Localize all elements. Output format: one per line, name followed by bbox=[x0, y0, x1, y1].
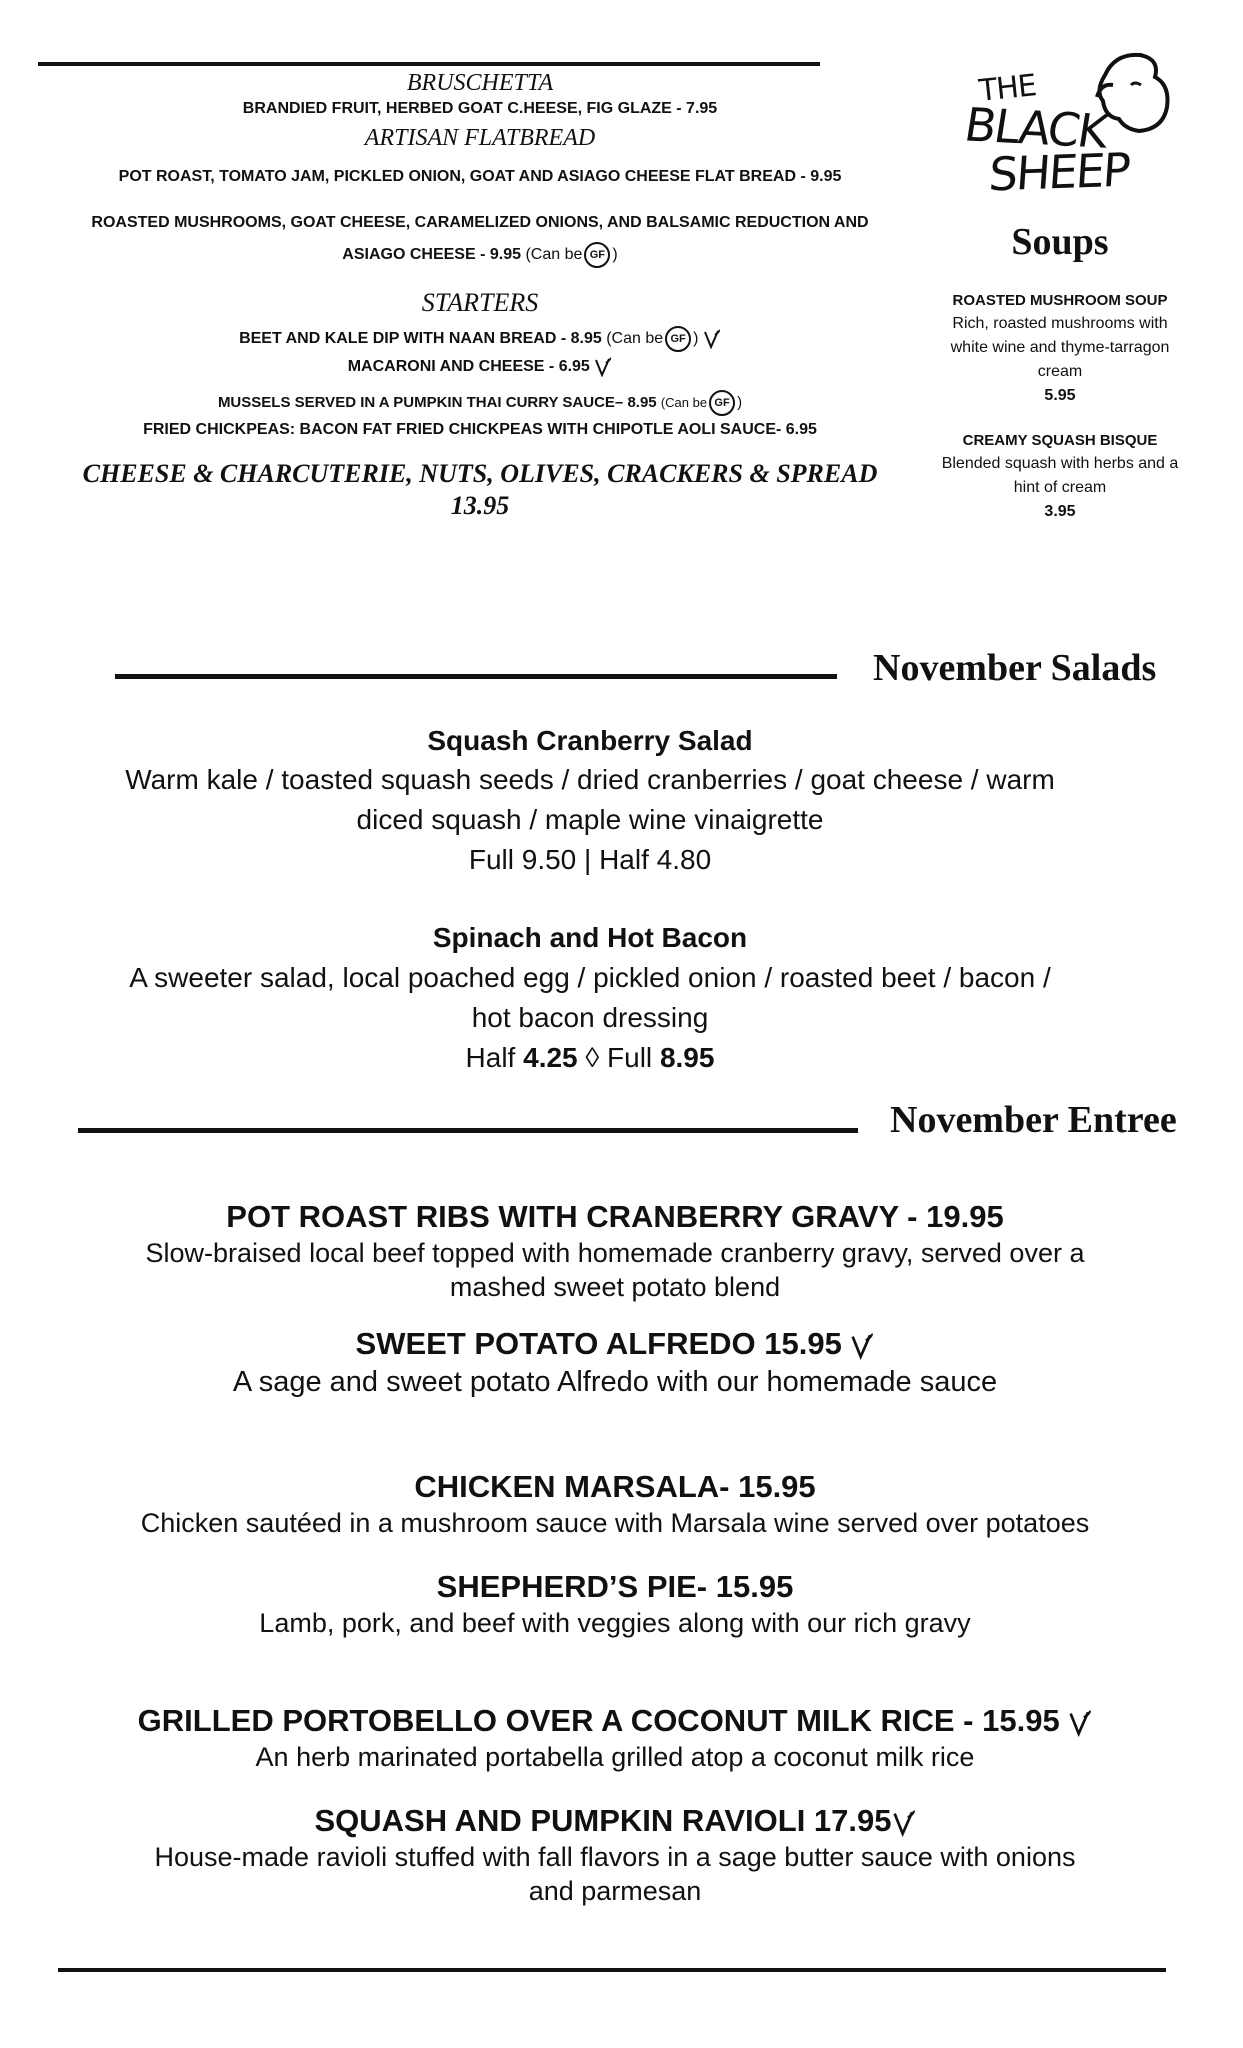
bruschetta-heading: BRUSCHETTA bbox=[406, 70, 554, 96]
entree-name: GRILLED PORTOBELLO OVER A COCONUT MILK RICE - 15.95 bbox=[137, 1703, 1060, 1738]
salad-desc: A sweeter salad, local poached egg / pickled onion / roasted beet / bacon / bbox=[129, 962, 1051, 993]
can-be-label: (Can be bbox=[525, 246, 583, 263]
soup-item bbox=[900, 430, 1220, 524]
entree-name-row bbox=[30, 1324, 1200, 1364]
soups-heading: Soups bbox=[1011, 221, 1109, 263]
entree-desc: House-made ravioli stuffed with fall flavors in a sage butter sauce with onions bbox=[154, 1842, 1076, 1872]
close-paren: ) bbox=[737, 394, 743, 411]
logo-black: BLACK bbox=[960, 97, 1111, 159]
soups-section bbox=[900, 220, 1220, 524]
entrees-section bbox=[30, 1198, 1200, 1908]
vegetarian-leaf-icon bbox=[594, 357, 612, 377]
flatbread-item-2: ROASTED MUSHROOMS, GOAT CHEESE, CARAMELIZED ONIONS, AND BALSAMIC REDUCTION AND bbox=[91, 214, 869, 231]
full-label: Full bbox=[607, 1042, 653, 1073]
vegetarian-leaf-icon bbox=[703, 329, 721, 349]
salads-divider bbox=[115, 674, 837, 679]
can-be-label: (Can be bbox=[660, 395, 708, 410]
entree-name: POT ROAST RIBS WITH CRANBERRY GRAVY - 19.95 bbox=[226, 1199, 1004, 1234]
entree-heading: November Entree bbox=[890, 1099, 1177, 1141]
soup-desc: cream bbox=[1037, 363, 1083, 380]
starter-3-row bbox=[30, 388, 930, 418]
starter-4: FRIED CHICKPEAS: BACON FAT FRIED CHICKPEAS WITH CHIPOTLE AOLI SAUCE- 6.95 bbox=[143, 421, 817, 438]
salad-desc: Warm kale / toasted squash seeds / dried cranberries / goat cheese / warm bbox=[125, 764, 1055, 795]
black-sheep-logo bbox=[955, 45, 1175, 215]
entree-desc: An herb marinated portabella grilled atop a coconut milk rice bbox=[255, 1742, 975, 1772]
soup-desc: hint of cream bbox=[1013, 479, 1107, 496]
entree-item bbox=[30, 1702, 1200, 1774]
soup-price: 5.95 bbox=[1044, 387, 1076, 404]
starter-2-row bbox=[30, 354, 930, 380]
vegetarian-leaf-icon bbox=[850, 1332, 874, 1360]
vegetarian-leaf-icon bbox=[892, 1809, 916, 1837]
soup-desc: Rich, roasted mushrooms with bbox=[952, 315, 1168, 332]
entree-item bbox=[30, 1802, 1200, 1908]
gluten-free-icon: GF bbox=[584, 242, 610, 268]
gluten-free-icon: GF bbox=[665, 326, 691, 352]
entree-name: SWEET POTATO ALFREDO 15.95 bbox=[355, 1326, 842, 1361]
flatbread-item-2-cont bbox=[30, 240, 930, 270]
can-be-label: (Can be bbox=[606, 330, 664, 347]
soup-desc: white wine and thyme-tarragon bbox=[950, 339, 1170, 356]
salad-desc: diced squash / maple wine vinaigrette bbox=[356, 804, 824, 835]
bruschetta-item: BRANDIED FRUIT, HERBED GOAT C.HEESE, FIG GLAZE - 7.95 bbox=[242, 100, 718, 117]
appetizers-section bbox=[30, 68, 930, 522]
salad-price bbox=[40, 1038, 1140, 1078]
entree-desc: A sage and sweet potato Alfredo with our homemade sauce bbox=[232, 1366, 998, 1398]
entree-divider bbox=[78, 1128, 858, 1133]
salad-price: Full 9.50 | Half 4.80 bbox=[468, 844, 712, 875]
flatbread-item-1: POT ROAST, TOMATO JAM, PICKLED ONION, GOAT AND ASIAGO CHEESE FLAT BREAD - 9.95 bbox=[118, 168, 842, 185]
entree-desc: and parmesan bbox=[528, 1876, 702, 1906]
entree-name: SQUASH AND PUMPKIN RAVIOLI 17.95 bbox=[314, 1803, 892, 1838]
entree-name-row bbox=[30, 1702, 1200, 1740]
full-price: 8.95 bbox=[659, 1042, 715, 1073]
entree-desc: Chicken sautéed in a mushroom sauce with Marsala wine served over potatoes bbox=[140, 1508, 1090, 1538]
flatbread-item-2-price: ASIAGO CHEESE - 9.95 bbox=[342, 246, 521, 263]
salads-heading: November Salads bbox=[873, 647, 1157, 689]
logo-the: THE bbox=[977, 68, 1038, 109]
soup-item bbox=[900, 290, 1220, 408]
price-separator: ◊ bbox=[585, 1042, 600, 1073]
vegetarian-leaf-icon bbox=[1068, 1709, 1092, 1737]
charcuterie-price: 13.95 bbox=[450, 491, 510, 520]
salad-name: Squash Cranberry Salad bbox=[427, 725, 753, 756]
entree-desc: Slow-braised local beef topped with homemade cranberry gravy, served over a bbox=[145, 1238, 1085, 1268]
entree-item bbox=[30, 1324, 1200, 1400]
close-paren: ) bbox=[693, 330, 699, 347]
entree-item bbox=[30, 1198, 1200, 1304]
soup-name: ROASTED MUSHROOM SOUP bbox=[952, 292, 1168, 309]
entree-name: SHEPHERD’S PIE- 15.95 bbox=[436, 1569, 794, 1604]
starter-2: MACARONI AND CHEESE - 6.95 bbox=[347, 358, 590, 375]
salads-section bbox=[40, 722, 1140, 1078]
bottom-divider bbox=[58, 1968, 1166, 1972]
charcuterie-line-1: CHEESE & CHARCUTERIE, NUTS, OLIVES, CRACKERS & SPREAD bbox=[82, 459, 878, 488]
top-divider bbox=[38, 62, 820, 66]
starter-1: BEET AND KALE DIP WITH NAAN BREAD - 8.95 bbox=[239, 330, 602, 347]
soup-desc: Blended squash with herbs and a bbox=[941, 455, 1179, 472]
salad-name: Spinach and Hot Bacon bbox=[432, 922, 748, 953]
soup-name: CREAMY SQUASH BISQUE bbox=[962, 432, 1158, 449]
starter-1-row bbox=[30, 324, 930, 354]
flatbread-heading: ARTISAN FLATBREAD bbox=[364, 125, 596, 151]
starter-3: MUSSELS SERVED IN A PUMPKIN THAI CURRY SAUCE– 8.95 bbox=[217, 394, 657, 411]
entree-item bbox=[30, 1468, 1200, 1540]
soup-price: 3.95 bbox=[1044, 503, 1076, 520]
entree-desc: mashed sweet potato blend bbox=[449, 1272, 781, 1302]
entree-item bbox=[30, 1568, 1200, 1640]
half-price: 4.25 bbox=[523, 1042, 578, 1073]
starters-heading: STARTERS bbox=[421, 288, 539, 317]
close-paren: ) bbox=[612, 246, 618, 263]
entree-name: CHICKEN MARSALA- 15.95 bbox=[414, 1469, 816, 1504]
entree-name-row bbox=[30, 1802, 1200, 1840]
half-label: Half bbox=[465, 1042, 516, 1073]
gluten-free-icon: GF bbox=[709, 390, 735, 416]
entree-desc: Lamb, pork, and beef with veggies along with our rich gravy bbox=[259, 1608, 971, 1638]
logo-sheep: SHEEP bbox=[987, 142, 1131, 202]
salad-desc: hot bacon dressing bbox=[471, 1002, 709, 1033]
